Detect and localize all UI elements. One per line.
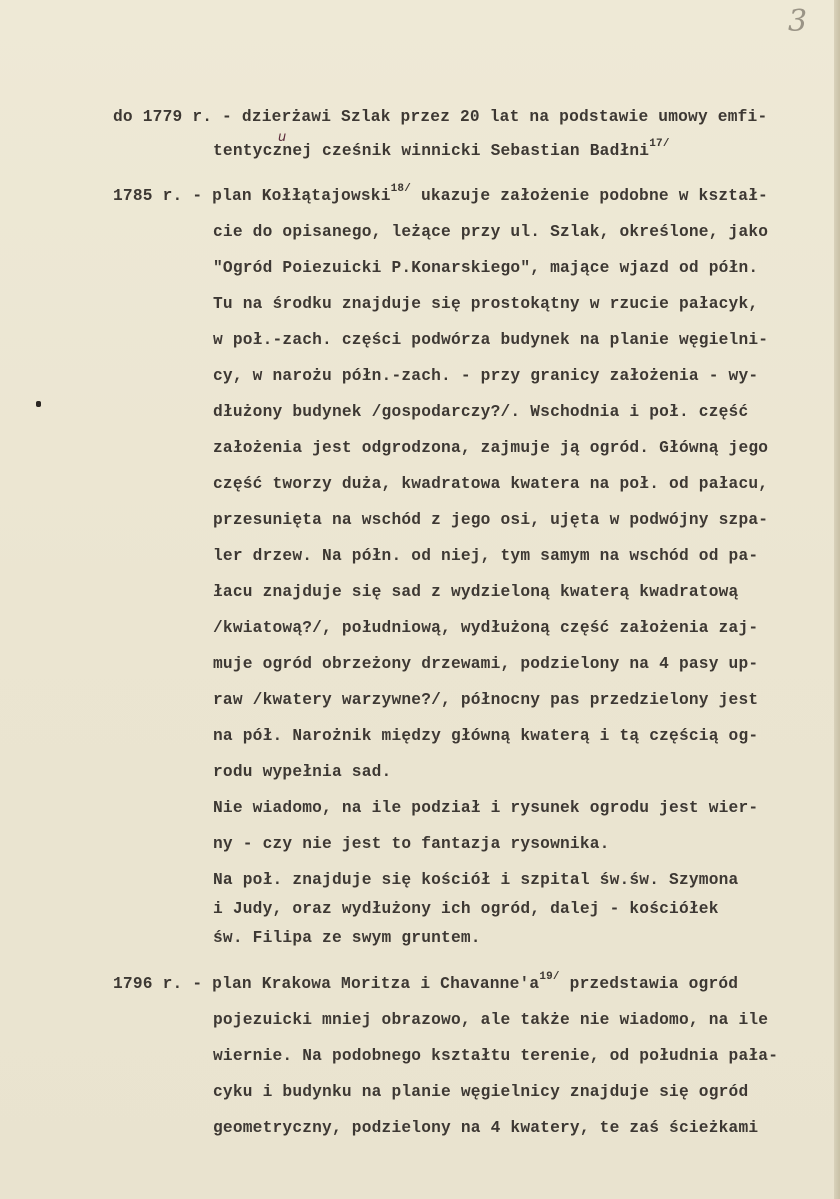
footnote-17: 17/ [649,138,670,150]
footnote-19: 19/ [539,971,560,983]
entry-1785-line: muje ogród obrzeżony drzewami, podzielony na 4 pasy up- [213,655,759,673]
entry-1785-line: na pół. Narożnik między główną kwaterą i tą częścią og- [213,727,759,745]
entry-1785-line: cie do opisanego, leżące przy ul. Szlak, określone, jako [213,223,769,241]
entry-1779-line-1: do 1779 r. - dzierżawi Szlak przez 20 lat na podstawie umowy emfi- [113,108,768,126]
entry-1785-line: rodu wypełnia sad. [213,763,392,781]
page-number: 3 [788,4,808,39]
entry-1785-line: Tu na środku znajduje się prostokątny w rzucie pałacyk, [213,295,759,313]
entry-1785-line: Na poł. znajduje się kościół i szpital św.św. Szymona [213,871,739,889]
entry-1796-label: 1796 r. - [113,975,203,993]
entry-1796-line: wiernie. Na podobnego kształtu terenie, od południa pała- [213,1047,779,1065]
entry-1785-line: część tworzy duża, kwadratowa kwatera na poł. od pałacu, [213,475,769,493]
entry-1796-line: pojezuicki mniej obrazowo, ale także nie wiadomo, na ile [213,1011,769,1029]
entry-1785-line: cy, w narożu półn.-zach. - przy granicy założenia - wy- [213,367,759,385]
footnote-18: 18/ [390,183,412,195]
entry-1779-line-2: tentycznej cześnik winnicki Sebastian Badłni$^{17/}$ [213,138,670,160]
entry-1785-line: ler drzew. Na półn. od niej, tym samym na wschód od pa- [213,547,759,565]
entry-1785-line-1: 1785 r. - plan Kołłątajowski$^{18/}$ ukazuje założenie podobne w kształ- [113,183,768,205]
handwritten-correction: u [278,130,287,145]
entry-1785-line: i Judy, oraz wydłużony ich ogród, dalej - kościółek [213,900,719,918]
entry-1796-line-1: 1796 r. - plan Krakowa Moritza i $Chavanne'a^{19/}$ przedstawia ogród [113,971,739,993]
entry-1796-line: geometryczny, podzielony na 4 kwatery, te zaś ścieżkami [213,1119,759,1137]
entry-1785-line: dłużony budynek /gospodarczy?/. Wschodnia i poł. część [213,403,749,421]
entry-1785-label: 1785 r. - [113,187,203,205]
entry-1785-line: św. Filipa ze swym gruntem. [213,929,481,947]
paper-edge [834,0,840,1199]
ink-mark [36,401,41,407]
entry-1785-line: "Ogród Poiezuicki P.Konarskiego", mające wjazd od półn. [213,259,759,277]
entry-1785-line: przesunięta na wschód z jego osi, ujęta w podwójny szpa- [213,511,769,529]
entry-1785-line: ny - czy nie jest to fantazja rysownika. [213,835,610,853]
entry-1785-line: założenia jest odgrodzona, zajmuje ją ogród. Główną jego [213,439,769,457]
entry-1779-label: do 1779 r. - [113,108,232,126]
entry-1785-line: łacu znajduje się sad z wydzieloną kwaterą kwadratową [213,583,739,601]
entry-1796-line: cyku i budynku na planie węgielnicy znajduje się ogród [213,1083,749,1101]
entry-1785-line: /kwiatową?/, południową, wydłużoną część założenia zaj- [213,619,759,637]
entry-1785-line: w poł.-zach. części podwórza budynek na planie węgielni- [213,331,769,349]
entry-1785-line: raw /kwatery warzywne?/, północny pas przedzielony jest [213,691,759,709]
entry-1785-line: Nie wiadomo, na ile podział i rysunek ogrodu jest wier- [213,799,759,817]
